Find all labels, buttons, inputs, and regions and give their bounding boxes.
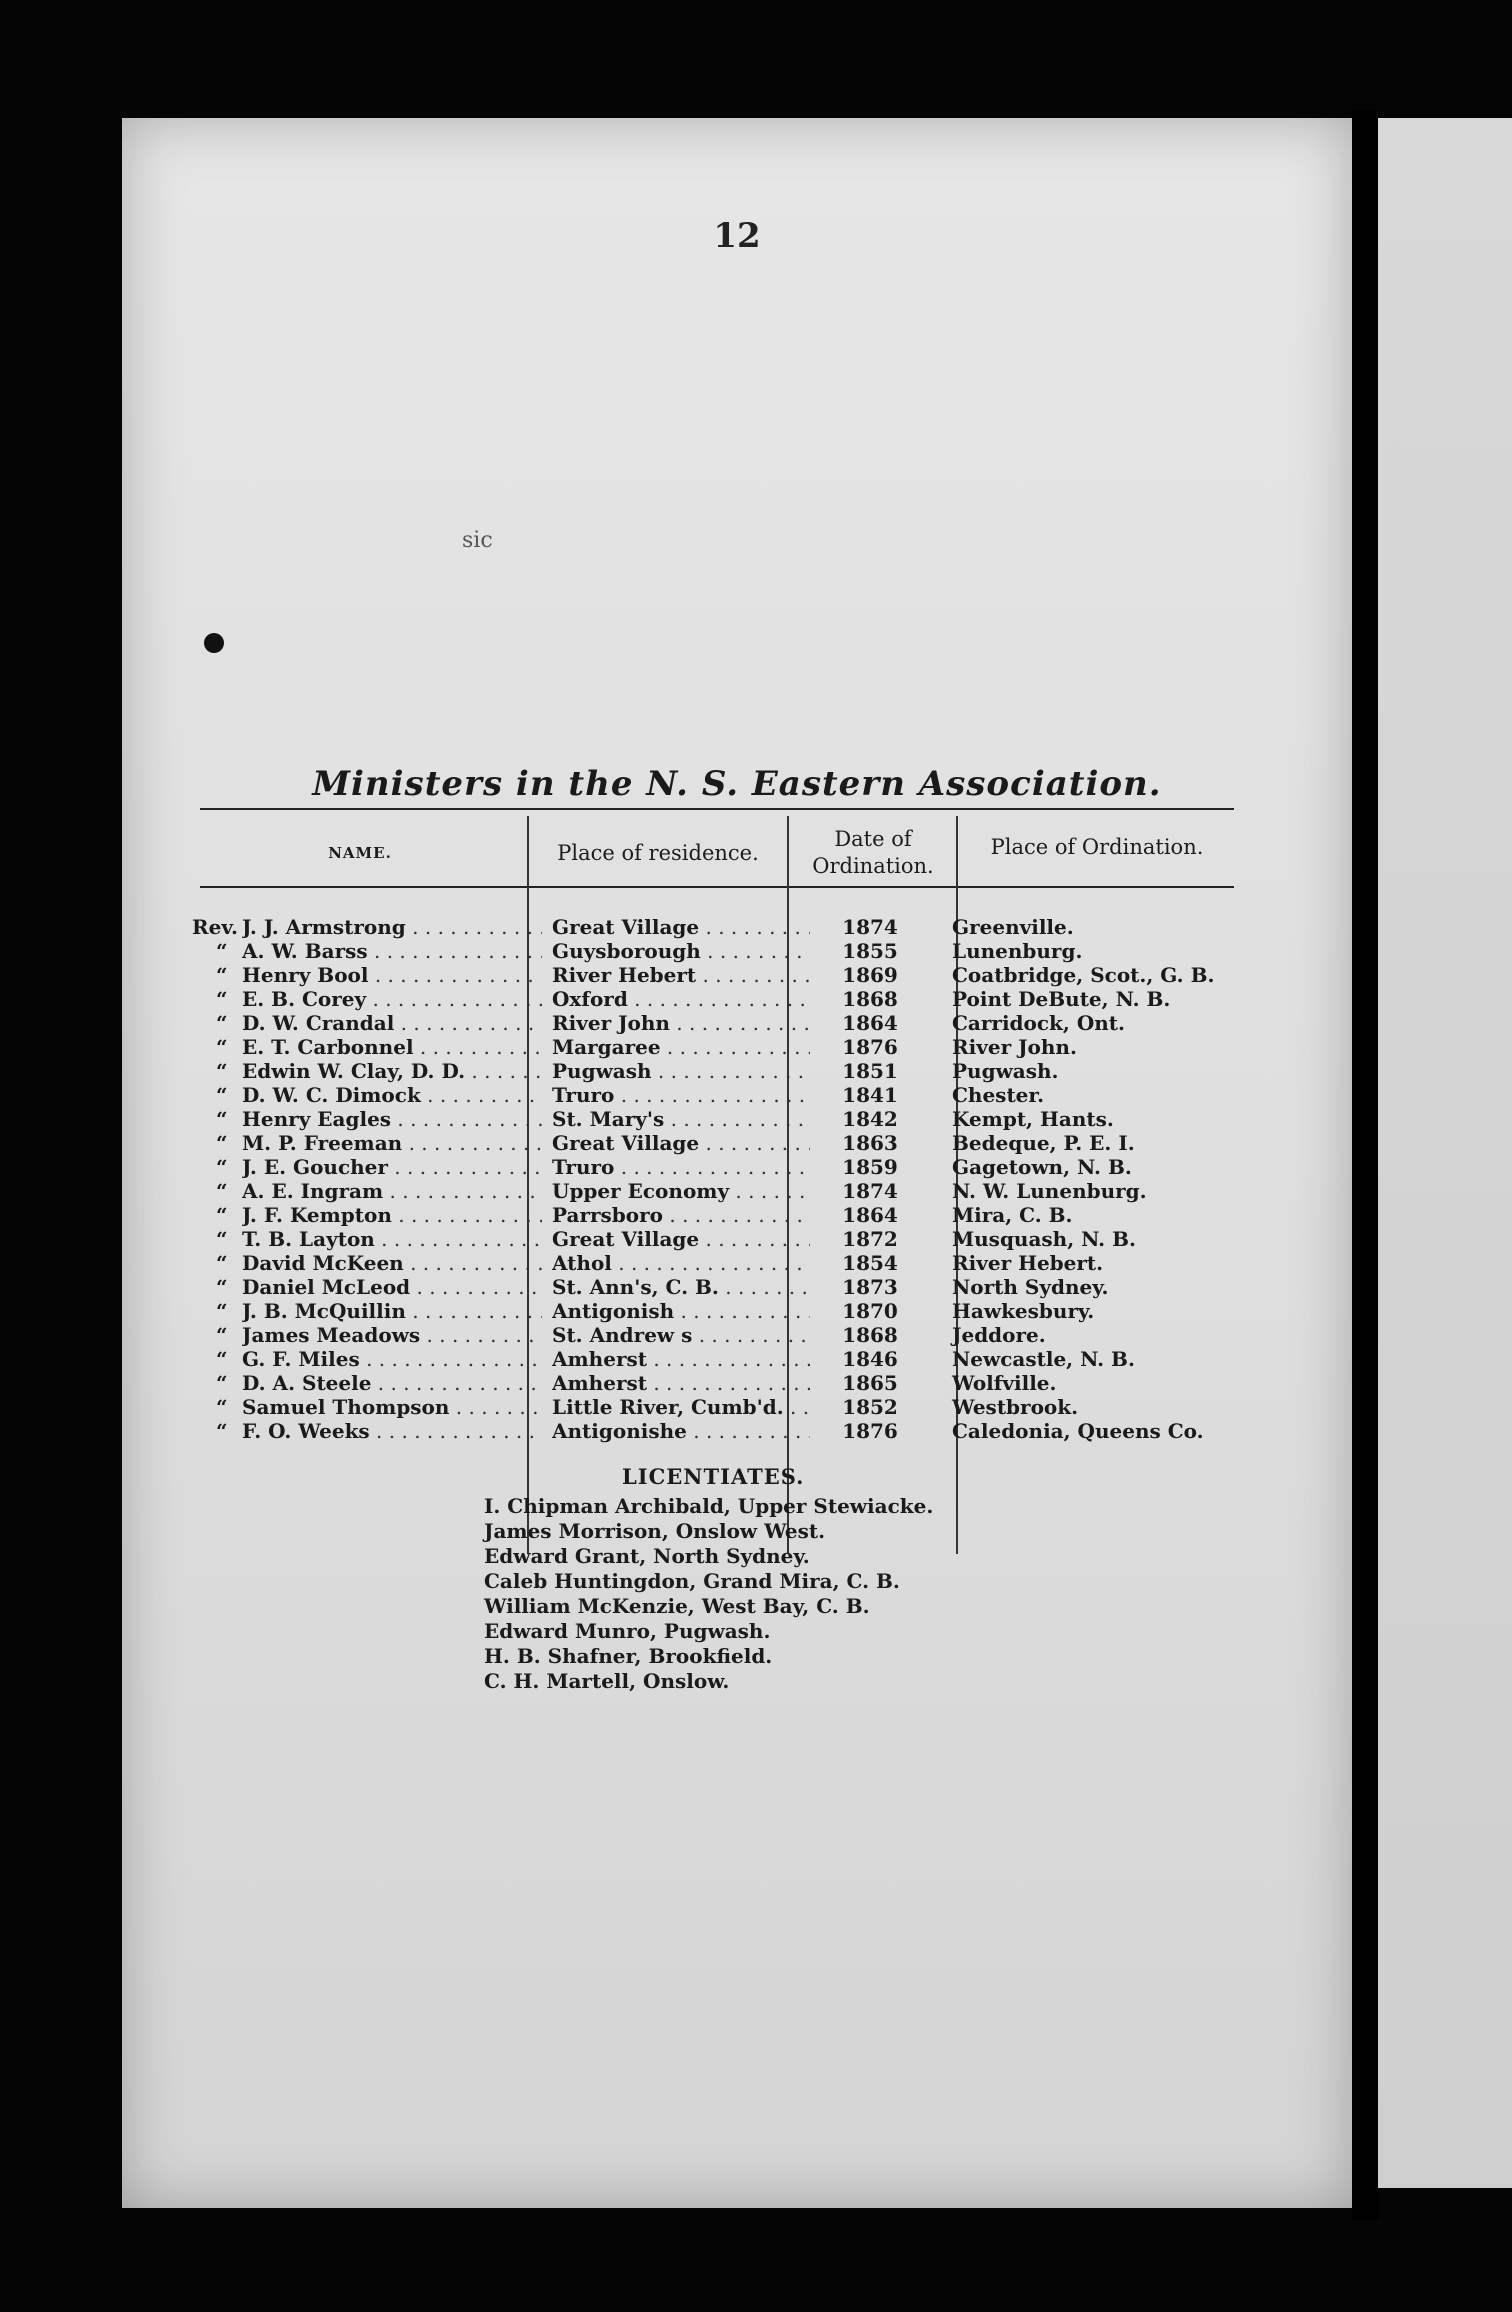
minister-name: Henry Bool . . . — [242, 963, 542, 987]
ordination-date: 1868 — [842, 987, 898, 1011]
row-prefix: “ — [216, 1323, 228, 1347]
ordination-date: 1876 — [842, 1035, 898, 1059]
minister-name: J. J. Armstrong . . . — [242, 915, 542, 939]
row-prefix: “ — [216, 1011, 228, 1035]
table-row — [192, 1371, 1322, 1395]
row-prefix: “ — [216, 1179, 228, 1203]
table-row — [192, 1131, 1322, 1155]
page-title: Ministers in the N. S. Eastern Association. — [312, 764, 1162, 804]
residence: River Hebert . . . — [552, 963, 810, 987]
table-row — [192, 1155, 1322, 1179]
table-row — [192, 1299, 1322, 1323]
ordination-place: Musquash, N. B. — [952, 1227, 1136, 1251]
ordination-date: 1876 — [842, 1419, 898, 1443]
ordination-date: 1864 — [842, 1011, 898, 1035]
residence: St. Ann's, C. B. . . . — [552, 1275, 810, 1299]
table-row — [192, 1419, 1322, 1443]
ordination-date: 1873 — [842, 1275, 898, 1299]
ordination-place: Caledonia, Queens Co. — [952, 1419, 1204, 1443]
ordination-date: 1841 — [842, 1083, 898, 1107]
ordination-date: 1874 — [842, 1179, 898, 1203]
table-row — [192, 1059, 1322, 1083]
table-row — [192, 963, 1322, 987]
minister-name: D. W. C. Dimock . . . — [242, 1083, 542, 1107]
residence: Parrsboro . . . — [552, 1203, 810, 1227]
residence: St. Andrew s . . . — [552, 1323, 810, 1347]
licentiates-heading: LICENTIATES. — [622, 1464, 805, 1489]
list-item: I. Chipman Archibald, Upper Stewiacke. — [484, 1494, 934, 1518]
table-row — [192, 1203, 1322, 1227]
ordination-date: 1868 — [842, 1323, 898, 1347]
minister-name: A. E. Ingram . . . — [242, 1179, 542, 1203]
ordination-date: 1874 — [842, 915, 898, 939]
ordination-date: 1855 — [842, 939, 898, 963]
ordination-place: Hawkesbury. — [952, 1299, 1095, 1323]
minister-name: T. B. Layton . . . — [242, 1227, 542, 1251]
residence: Great Village . . . — [552, 1131, 810, 1155]
ordination-place: N. W. Lunenburg. — [952, 1179, 1147, 1203]
residence: Pugwash . . . — [552, 1059, 810, 1083]
residence: Athol . . . — [552, 1251, 810, 1275]
residence: Guysborough . . . — [552, 939, 810, 963]
licentiates-list — [484, 1494, 933, 1694]
list-item: Caleb Huntingdon, Grand Mira, C. B. — [484, 1569, 900, 1593]
ordination-place: Westbrook. — [952, 1395, 1079, 1419]
row-prefix: “ — [216, 1059, 228, 1083]
ordination-date: 1865 — [842, 1371, 898, 1395]
row-prefix: Rev. — [192, 915, 238, 939]
ordination-place: Wolfville. — [952, 1371, 1057, 1395]
residence: River John . . . — [552, 1011, 810, 1035]
row-prefix: “ — [216, 963, 228, 987]
table-row — [192, 1011, 1322, 1035]
table-row — [192, 1347, 1322, 1371]
ordination-place: River John. — [952, 1035, 1077, 1059]
minister-name: David McKeen . . . — [242, 1251, 542, 1275]
ordination-place: Point DeBute, N. B. — [952, 987, 1171, 1011]
row-prefix: “ — [216, 1299, 228, 1323]
row-prefix: “ — [216, 1131, 228, 1155]
table-header-rule — [200, 886, 1234, 888]
page-number: 12 — [713, 216, 761, 256]
ordination-place: River Hebert. — [952, 1251, 1104, 1275]
book-gutter — [1352, 110, 1378, 2220]
row-prefix: “ — [216, 1419, 228, 1443]
ordination-place: North Sydney. — [952, 1275, 1109, 1299]
minister-name: A. W. Barss . . . — [242, 939, 542, 963]
table-row — [192, 1107, 1322, 1131]
row-prefix: “ — [216, 1371, 228, 1395]
ordination-place: Newcastle, N. B. — [952, 1347, 1135, 1371]
ordination-date: 1854 — [842, 1251, 898, 1275]
row-prefix: “ — [216, 1395, 228, 1419]
table-row — [192, 939, 1322, 963]
row-prefix: “ — [216, 1275, 228, 1299]
ordination-date: 1852 — [842, 1395, 898, 1419]
ordination-place: Chester. — [952, 1083, 1045, 1107]
residence: St. Mary's . . . — [552, 1107, 810, 1131]
row-prefix: “ — [216, 1203, 228, 1227]
table-row — [192, 1083, 1322, 1107]
ordination-date: 1870 — [842, 1299, 898, 1323]
residence: Oxford . . . — [552, 987, 810, 1011]
list-item: William McKenzie, West Bay, C. B. — [484, 1594, 870, 1618]
table-row — [192, 1035, 1322, 1059]
residence: Upper Economy . . . — [552, 1179, 810, 1203]
ordination-date: 1846 — [842, 1347, 898, 1371]
header-date: Date of Ordination. — [812, 827, 934, 878]
list-item: Edward Grant, North Sydney. — [484, 1544, 810, 1568]
facing-page-edge — [1378, 118, 1512, 2188]
minister-name: J. B. McQuillin . . . — [242, 1299, 542, 1323]
header-place: Place of Ordination. — [990, 835, 1204, 859]
residence: Antigonish . . . — [552, 1299, 810, 1323]
row-prefix: “ — [216, 1251, 228, 1275]
ordination-place: Lunenburg. — [952, 939, 1083, 963]
minister-name: Henry Eagles . . . — [242, 1107, 542, 1131]
ordination-date: 1859 — [842, 1155, 898, 1179]
table-row — [192, 1179, 1322, 1203]
table-top-rule — [200, 808, 1234, 810]
table-row — [192, 1227, 1322, 1251]
minister-name: E. B. Corey . . . — [242, 987, 542, 1011]
ordination-place: Carridock, Ont. — [952, 1011, 1125, 1035]
minister-name: D. A. Steele . . . — [242, 1371, 542, 1395]
ordination-place: Jeddore. — [952, 1323, 1046, 1347]
header-name: NAME. — [328, 844, 392, 862]
minister-name: F. O. Weeks . . . — [242, 1419, 542, 1443]
ordination-place: Gagetown, N. B. — [952, 1155, 1132, 1179]
residence: Truro . . . — [552, 1083, 810, 1107]
minister-name: Daniel McLeod . . . — [242, 1275, 542, 1299]
residence: Amherst . . . — [552, 1371, 810, 1395]
stray-marks: sic — [462, 528, 493, 553]
residence: Great Village . . . — [552, 1227, 810, 1251]
minister-name: J. E. Goucher . . . — [242, 1155, 542, 1179]
ordination-date: 1842 — [842, 1107, 898, 1131]
minister-name: J. F. Kempton . . . — [242, 1203, 542, 1227]
ordination-place: Bedeque, P. E. I. — [952, 1131, 1135, 1155]
row-prefix: “ — [216, 1035, 228, 1059]
table-row — [192, 915, 1322, 939]
ordination-place: Coatbridge, Scot., G. B. — [952, 963, 1215, 987]
ordination-date: 1869 — [842, 963, 898, 987]
table-row — [192, 1395, 1322, 1419]
row-prefix: “ — [216, 1347, 228, 1371]
row-prefix: “ — [216, 1107, 228, 1131]
residence: Little River, Cumb'd. . . . — [552, 1395, 810, 1419]
table-row — [192, 1323, 1322, 1347]
minister-name: G. F. Miles . . . — [242, 1347, 542, 1371]
ordination-place: Greenville. — [952, 915, 1074, 939]
header-residence: Place of residence. — [557, 841, 759, 865]
ink-blot — [204, 633, 224, 653]
residence: Antigonishe . . . — [552, 1419, 810, 1443]
table-row — [192, 987, 1322, 1011]
row-prefix: “ — [216, 1155, 228, 1179]
minister-name: M. P. Freeman . . . — [242, 1131, 542, 1155]
residence: Margaree . . . — [552, 1035, 810, 1059]
row-prefix: “ — [216, 1227, 228, 1251]
residence: Amherst . . . — [552, 1347, 810, 1371]
residence: Great Village . . . — [552, 915, 810, 939]
minister-name: D. W. Crandal . . . — [242, 1011, 542, 1035]
scanned-page — [122, 118, 1352, 2208]
ministers-table-body — [192, 915, 1322, 1443]
row-prefix: “ — [216, 1083, 228, 1107]
minister-name: Edwin W. Clay, D. D. . . . — [242, 1059, 542, 1083]
ordination-date: 1872 — [842, 1227, 898, 1251]
table-row — [192, 1251, 1322, 1275]
ordination-date: 1864 — [842, 1203, 898, 1227]
ordination-place: Kempt, Hants. — [952, 1107, 1114, 1131]
row-prefix: “ — [216, 939, 228, 963]
minister-name: E. T. Carbonnel . . . — [242, 1035, 542, 1059]
list-item: James Morrison, Onslow West. — [484, 1519, 826, 1543]
ordination-date: 1863 — [842, 1131, 898, 1155]
ordination-date: 1851 — [842, 1059, 898, 1083]
row-prefix: “ — [216, 987, 228, 1011]
residence: Truro . . . — [552, 1155, 810, 1179]
list-item: C. H. Martell, Onslow. — [484, 1669, 730, 1693]
ordination-place: Pugwash. — [952, 1059, 1059, 1083]
table-row — [192, 1275, 1322, 1299]
list-item: H. B. Shafner, Brookfield. — [484, 1644, 773, 1668]
minister-name: James Meadows . . . — [242, 1323, 542, 1347]
minister-name: Samuel Thompson . . . — [242, 1395, 542, 1419]
list-item: Edward Munro, Pugwash. — [484, 1619, 771, 1643]
ordination-place: Mira, C. B. — [952, 1203, 1073, 1227]
